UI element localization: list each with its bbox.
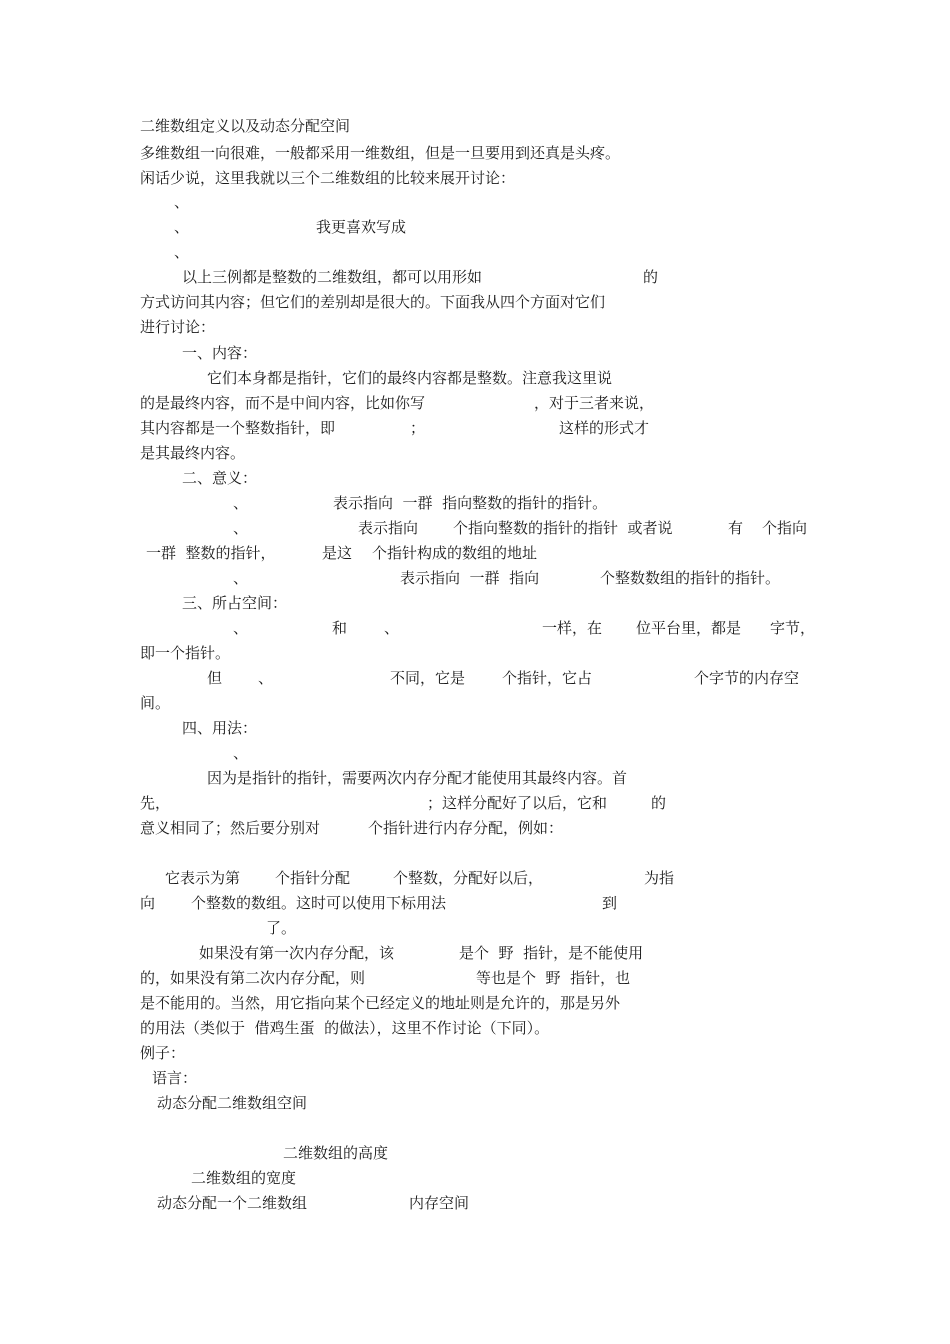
text-line: 方式访问其内容；但它们的差别却是很大的。下面我从四个方面对它们: [140, 293, 606, 311]
text-line: 多维数组一向很难，一般都采用一维数组，但是一旦要用到还真是头疼。: [140, 144, 621, 162]
text-fragment: 个指针，它占: [502, 669, 593, 687]
text-fragment: 和: [332, 619, 348, 637]
text-fragment: 、: [174, 193, 190, 211]
text-fragment: ；这样分配好了以后，它和: [427, 794, 608, 812]
text-fragment: 表示指向 一群 指向: [400, 569, 540, 587]
text-fragment: 个整数的数组。这时可以使用下标用法: [191, 894, 447, 912]
section-heading: 例子：: [140, 1044, 186, 1062]
text-fragment: 不同，它是: [390, 669, 466, 687]
text-line: 是不能用的。当然，用它指向某个已经定义的地址则是允许的，那是另外: [140, 994, 621, 1012]
text-line: 间。: [140, 694, 171, 712]
text-fragment: 其内容都是一个整数指针，即: [140, 419, 336, 437]
text-fragment: 等也是个 野 指针，也: [476, 969, 631, 987]
text-fragment: 是个 野 指针，是不能使用: [459, 944, 644, 962]
code-comment: 二维数组的宽度: [191, 1169, 297, 1187]
text-fragment: 、: [233, 744, 249, 762]
text-fragment: 以上三例都是整数的二维数组，都可以用形如: [182, 268, 483, 286]
text-fragment: 这样的形式才: [559, 419, 650, 437]
text-fragment: 个整数，分配好以后，: [393, 869, 544, 887]
text-fragment: 如果没有第一次内存分配，该: [199, 944, 395, 962]
text-fragment: 、: [174, 243, 190, 261]
text-fragment: 一群 整数的指针，: [146, 544, 276, 562]
code-comment: 动态分配一个二维数组: [157, 1194, 308, 1212]
text-fragment: 个指针构成的数组的地址: [372, 544, 538, 562]
text-fragment: 个指向: [762, 519, 808, 537]
text-line: 是其最终内容。: [140, 444, 246, 462]
text-fragment: 、: [258, 669, 274, 687]
text-fragment: 、: [233, 569, 249, 587]
text-fragment: 的是最终内容，而不是中间内容，比如你写: [140, 394, 426, 412]
text-fragment: 个指针分配: [275, 869, 351, 887]
doc-title: 二维数组定义以及动态分配空间: [140, 117, 351, 135]
text-fragment: ；: [410, 419, 426, 437]
text-fragment: 因为是指针的指针，需要两次内存分配才能使用其最终内容。首: [207, 769, 628, 787]
text-fragment: 的，如果没有第二次内存分配，则: [140, 969, 366, 987]
text-fragment: 它表示为第: [165, 869, 241, 887]
text-fragment: 为指: [644, 869, 675, 887]
text-line: 闲话少说，这里我就以三个二维数组的比较来展开讨论：: [140, 169, 516, 187]
text-line: 语言：: [152, 1069, 198, 1087]
text-fragment: 的: [643, 268, 659, 286]
code-comment: 内存空间: [409, 1194, 470, 1212]
text-fragment: 意义相同了；然后要分别对: [140, 819, 321, 837]
text-fragment: 先，: [140, 794, 171, 812]
text-fragment: 、: [174, 218, 190, 236]
code-comment: 二维数组的高度: [283, 1144, 389, 1162]
text-fragment: 位平台里，都是: [636, 619, 742, 637]
section-heading: 四、用法：: [182, 719, 258, 737]
text-fragment: 到: [602, 894, 618, 912]
text-fragment: 、: [384, 619, 400, 637]
code-comment: 动态分配二维数组空间: [157, 1094, 308, 1112]
text-fragment: 有: [728, 519, 744, 537]
text-line: 进行讨论：: [140, 318, 216, 336]
text-fragment: 表示指向: [358, 519, 419, 537]
text-fragment: 字节，: [770, 619, 816, 637]
text-line: 的用法（类似于 借鸡生蛋 的做法），这里不作讨论（下同）。: [140, 1019, 550, 1037]
text-fragment: 、: [233, 619, 249, 637]
text-fragment: 个指向整数的指针的指针 或者说: [453, 519, 673, 537]
text-fragment: 、: [233, 519, 249, 537]
text-fragment: 的: [651, 794, 667, 812]
text-line: 即一个指针。: [140, 644, 231, 662]
text-fragment: ，对于三者来说，: [534, 394, 655, 412]
text-fragment: 一样，在: [542, 619, 603, 637]
text-fragment: 个字节的内存空: [694, 669, 800, 687]
text-fragment: 向: [140, 894, 156, 912]
text-fragment: 个指针进行内存分配，例如：: [368, 819, 564, 837]
text-fragment: 但: [207, 669, 223, 687]
section-heading: 一、内容：: [182, 344, 258, 362]
section-heading: 二、意义：: [182, 469, 258, 487]
text-fragment: 个整数数组的指针的指针。: [600, 569, 781, 587]
section-heading: 三、所占空间：: [182, 594, 288, 612]
text-fragment: 表示指向 一群 指向整数的指针的指针。: [333, 494, 608, 512]
text-fragment: 它们本身都是指针，它们的最终内容都是整数。注意我这里说: [207, 369, 613, 387]
text-fragment: 、: [233, 494, 249, 512]
text-fragment: 了。: [266, 919, 297, 937]
text-fragment: 是这: [322, 544, 353, 562]
text-fragment: 我更喜欢写成: [316, 218, 407, 236]
